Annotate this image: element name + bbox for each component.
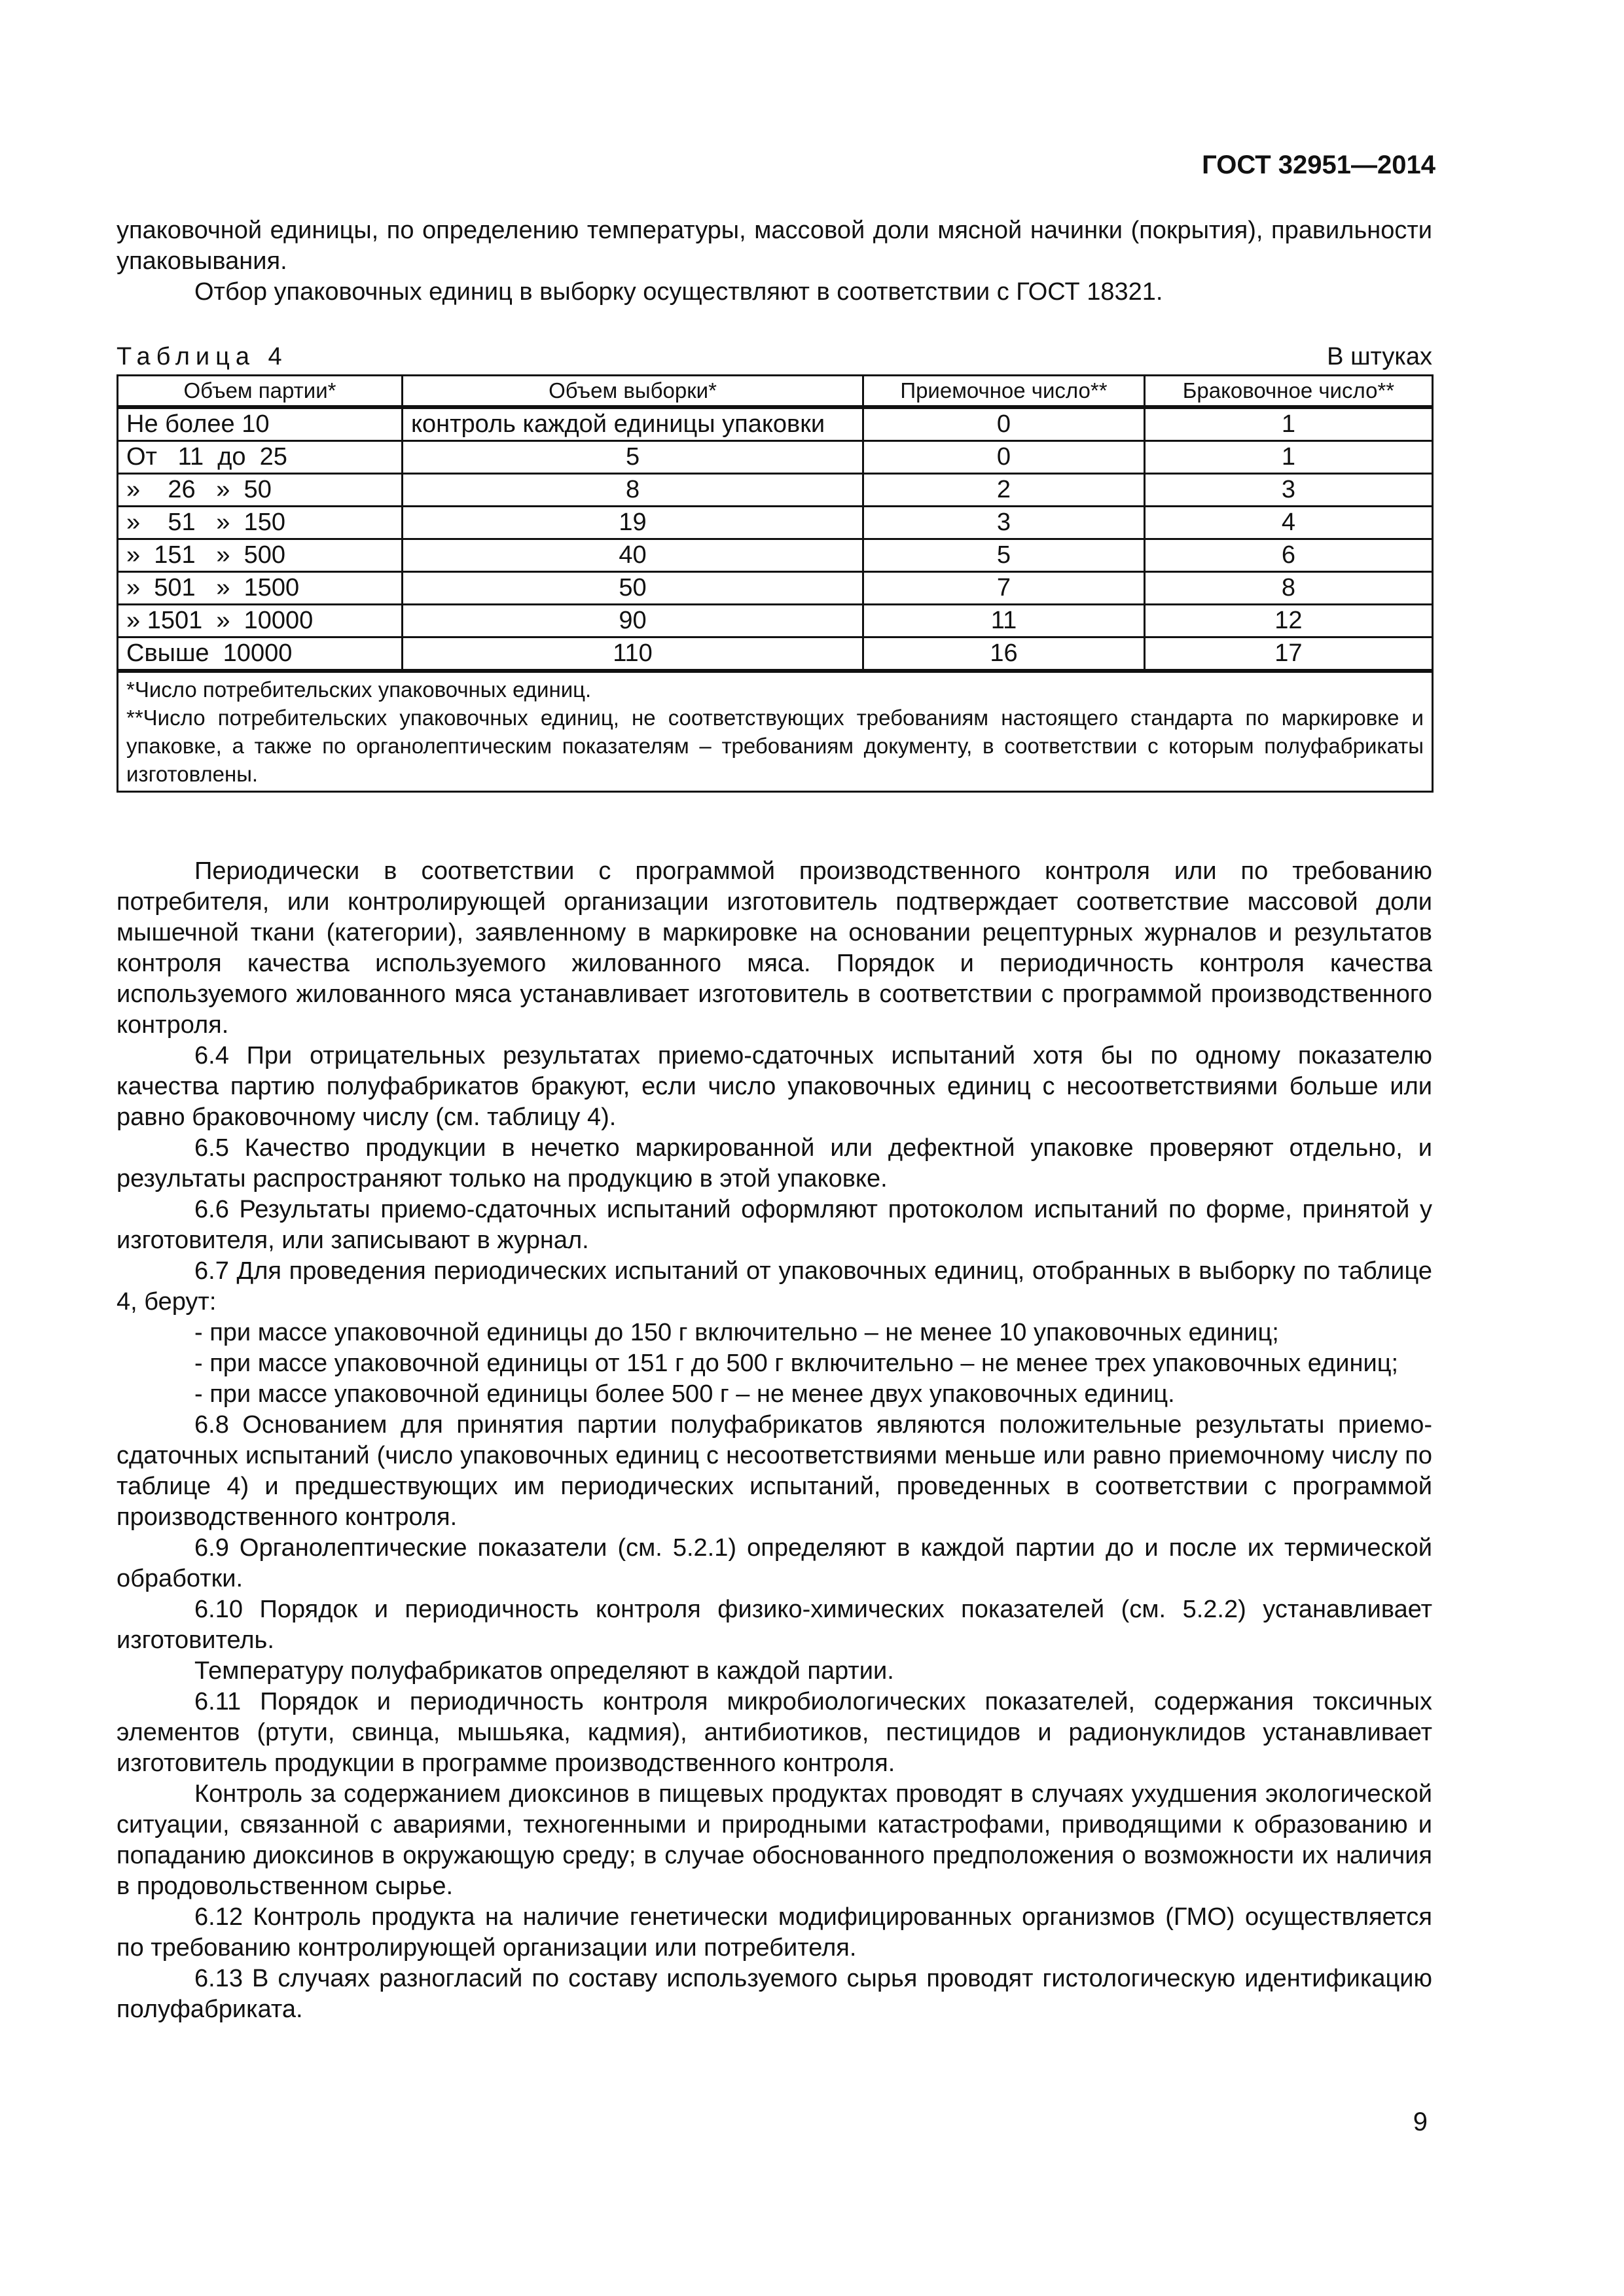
paragraph: Температуру полуфабрикатов определяют в каждой партии. xyxy=(194,1657,894,1685)
table-cell: 0 xyxy=(863,441,1145,474)
list-item: - при массе упаковочной единицы до 150 г включительно – не менее 10 упаковочных единиц; xyxy=(194,1319,1279,1346)
paragraph: 6.5 Качество продукции в нечетко маркированной или дефектной упаковке проверяют отдельно, и результаты распространяют только на продукцию в этой упаковке. xyxy=(117,1134,1432,1193)
table-row xyxy=(118,441,1433,474)
table-cell: 4 xyxy=(1144,507,1432,539)
paragraph: 6.7 Для проведения периодических испытаний от упаковочных единиц, отобранных в выборку по таблице 4, берут: xyxy=(117,1257,1432,1316)
table-cell: » 151 » 500 xyxy=(118,539,403,572)
table-cell: 2 xyxy=(863,474,1145,507)
paragraph: 6.12 Контроль продукта на наличие генетически модифицированных организмов (ГМО) осуществляется по требованию контролирующей организации или потребителя. xyxy=(117,1903,1432,1962)
table-notes-row xyxy=(118,671,1433,792)
intro-text xyxy=(117,215,1432,308)
table-row xyxy=(118,605,1433,637)
table-row xyxy=(118,507,1433,539)
list-item: - при массе упаковочной единицы от 151 г до 500 г включительно – не менее трех упаковочных единиц; xyxy=(194,1350,1399,1377)
table-row xyxy=(118,407,1433,441)
table-row xyxy=(118,572,1433,605)
paragraph: 6.8 Основанием для принятия партии полуфабрикатов являются положительные результаты приемо-сдаточных испытаний (число упаковочных единиц с несоответствиями меньше или равно приемочному числу по таблице 4) и предшествующих им периодических испытаний, проведенных в соответствии с программой производственного контроля. xyxy=(117,1411,1432,1531)
table-cell: 6 xyxy=(1144,539,1432,572)
column-header: Объем выборки* xyxy=(402,376,863,408)
table-row xyxy=(118,539,1433,572)
page-number: 9 xyxy=(1413,2108,1428,2136)
list-item: - при массе упаковочной единицы более 500 г – не менее двух упаковочных единиц. xyxy=(194,1380,1175,1408)
paragraph: 6.9 Органолептические показатели (см. 5.2.1) определяют в каждой партии до и после их термической обработки. xyxy=(117,1534,1432,1592)
table-footnote-1: *Число потребительских упаковочных единиц. xyxy=(126,677,592,702)
intro-paragraph-1: упаковочной единицы, по определению температуры, массовой доли мясной начинки (покрытия), правильности упаковывания. xyxy=(117,217,1432,275)
table-cell: От 11 до 25 xyxy=(118,441,403,474)
table-cell: 1 xyxy=(1144,407,1432,441)
table-cell: 1 xyxy=(1144,441,1432,474)
paragraph: 6.4 При отрицательных результатах приемо-сдаточных испытаний хотя бы по одному показателю качества партию полуфабрикатов бракуют, если число упаковочных единиц с несоответствиями больше или равно браковочному числу (см. таблицу 4). xyxy=(117,1042,1432,1131)
table-cell: » 501 » 1500 xyxy=(118,572,403,605)
table-cell: » 1501 » 10000 xyxy=(118,605,403,637)
table-cell: 5 xyxy=(863,539,1145,572)
document-header: ГОСТ 32951—2014 xyxy=(1202,151,1435,179)
table-cell: 3 xyxy=(863,507,1145,539)
paragraph: 6.11 Порядок и периодичность контроля микробиологических показателей, содержания токсичных элементов (ртути, свинца, мышьяка, кадмия), антибиотиков, пестицидов и радионуклидов устанавливает изготовитель продукции в программе производственного контроля. xyxy=(117,1688,1432,1777)
table-row xyxy=(118,637,1433,672)
table-cell: 5 xyxy=(402,441,863,474)
table-cell: 3 xyxy=(1144,474,1432,507)
table-cell: 8 xyxy=(1144,572,1432,605)
table-row xyxy=(118,474,1433,507)
table-cell: » 26 » 50 xyxy=(118,474,403,507)
table-cell: 50 xyxy=(402,572,863,605)
table-cell: контроль каждой единицы упаковки xyxy=(402,407,863,441)
table-caption: Таблица 4 xyxy=(117,343,288,370)
table-cell: 110 xyxy=(402,637,863,672)
table-cell: 12 xyxy=(1144,605,1432,637)
table-units: В штуках xyxy=(1327,343,1432,370)
paragraph: 6.13 В случаях разногласий по составу используемого сырья проводят гистологическую идентификацию полуфабриката. xyxy=(117,1965,1432,2023)
table-cell: 40 xyxy=(402,539,863,572)
table-cell: 19 xyxy=(402,507,863,539)
paragraph: 6.10 Порядок и периодичность контроля физико-химических показателей (см. 5.2.2) устанавливает изготовитель. xyxy=(117,1596,1432,1654)
paragraph: 6.6 Результаты приемо-сдаточных испытаний оформляют протоколом испытаний по форме, принятой у изготовителя, или записывают в журнал. xyxy=(117,1196,1432,1254)
paragraph: Контроль за содержанием диоксинов в пищевых продуктах проводят в случаях ухудшения экологической ситуации, связанной с авариями, техногенными и природными катастрофами, приводящими к образованию и попаданию диоксинов в окружающую среду; в случае обоснованного предположения о возможности их наличия в продовольственном сырье. xyxy=(117,1780,1432,1900)
table-cell: 7 xyxy=(863,572,1145,605)
column-header: Объем партии* xyxy=(118,376,403,408)
intro-paragraph-2: Отбор упаковочных единиц в выборку осуществляют в соответствии с ГОСТ 18321. xyxy=(194,278,1163,306)
main-text xyxy=(117,856,1432,2025)
sampling-table xyxy=(117,374,1434,793)
table-header-row xyxy=(118,376,1433,408)
table-cell: 8 xyxy=(402,474,863,507)
table-cell: » 51 » 150 xyxy=(118,507,403,539)
table-cell: 0 xyxy=(863,407,1145,441)
table-footnote-2: **Число потребительских упаковочных единиц, не соответствующих требованиям настоящего стандарта по маркировке и упаковке, а также по органолептическим показателям – требованиям документу, в соответствии с которым полуфабрикаты изготовлены. xyxy=(126,706,1424,786)
table-cell: 11 xyxy=(863,605,1145,637)
table-cell: Не более 10 xyxy=(118,407,403,441)
table-cell: 17 xyxy=(1144,637,1432,672)
paragraph: Периодически в соответствии с программой производственного контроля или по требованию потребителя, или контролирующей организации изготовитель подтверждает соответствие массовой доли мышечной ткани (категории), заявленному в маркировке на основании рецептурных журналов и результатов контроля качества используемого жилованного мяса. Порядок и периодичность контроля качества используемого жилованного мяса устанавливает изготовитель в соответствии с программой производственного контроля. xyxy=(117,857,1432,1039)
table-cell: 16 xyxy=(863,637,1145,672)
column-header: Приемочное число** xyxy=(863,376,1145,408)
column-header: Браковочное число** xyxy=(1144,376,1432,408)
table-cell: 90 xyxy=(402,605,863,637)
table-cell: Свыше 10000 xyxy=(118,637,403,672)
table-notes xyxy=(118,671,1433,792)
